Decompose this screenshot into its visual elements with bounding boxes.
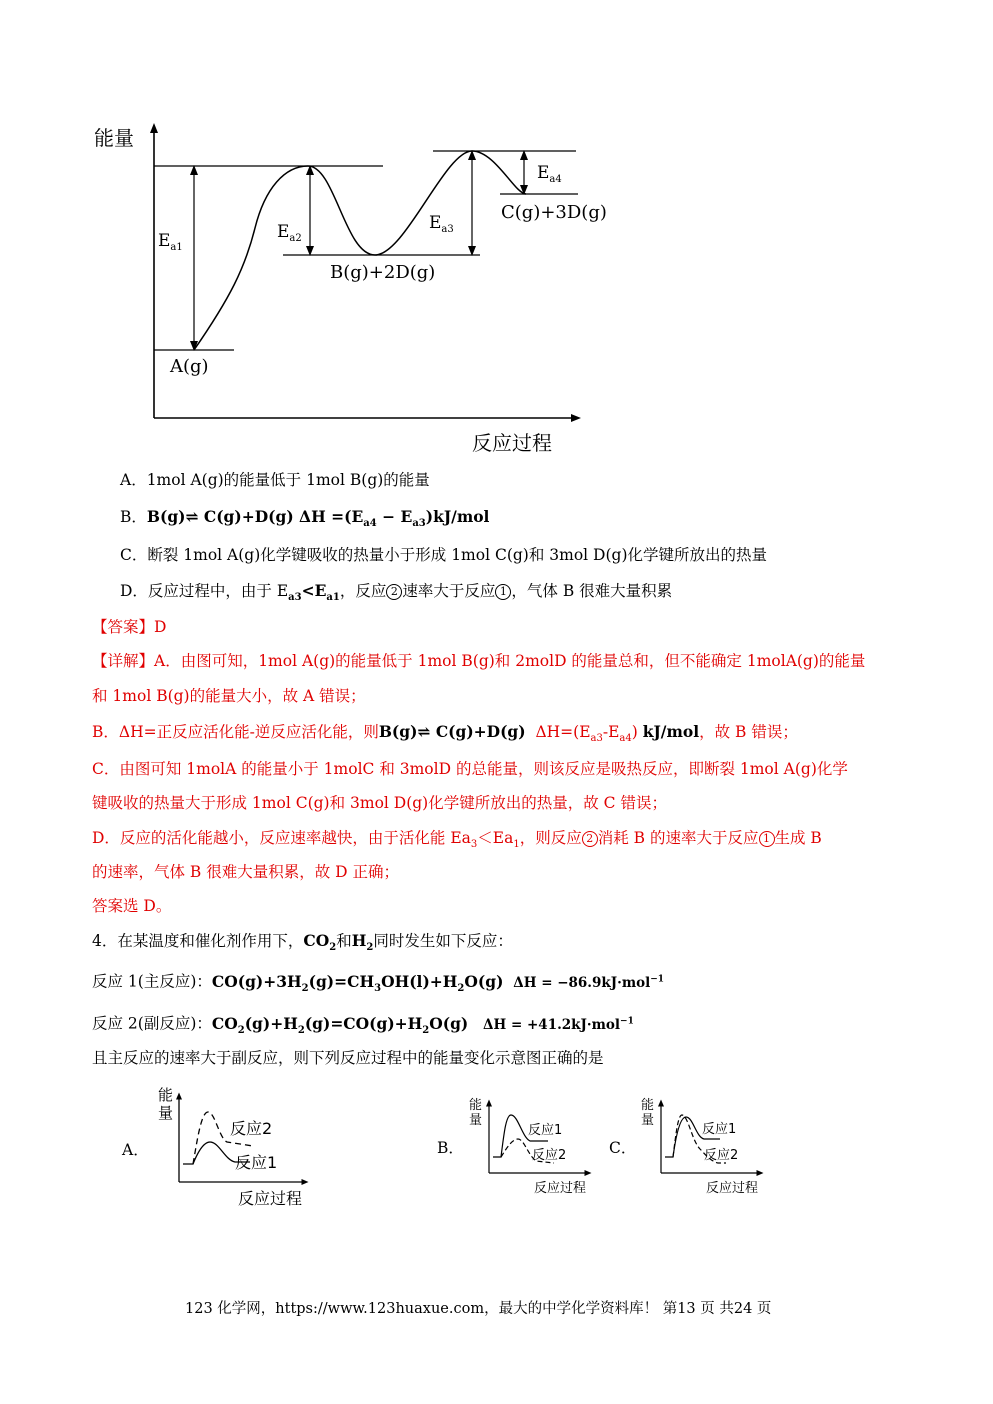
explanation-line-4: C．由图可知 1molA 的能量小于 1molC 和 3molD 的总能量，则该反应是吸热反应，即断裂 1mol A(g)化学: [92, 760, 848, 778]
svg-text:能: 能: [641, 1098, 655, 1113]
question-4-stem: 4．在某温度和催化剂作用下，$CO_2$和$H_2$同时发生如下反应：: [92, 931, 513, 954]
y-axis-label: 能量: [94, 126, 134, 150]
choice-a-letter: A．: [122, 1141, 149, 1159]
svg-text:反应2: 反应2: [230, 1119, 273, 1138]
svg-text:反应1: 反应1: [235, 1153, 278, 1172]
choice-b-letter: B．: [437, 1139, 464, 1157]
explanation-line-7: 的速率，气体 B 很难大量积累，故 D 正确；: [92, 863, 400, 881]
svg-text:反应2: 反应2: [532, 1148, 567, 1163]
svg-text:反应2: 反应2: [704, 1148, 739, 1163]
x-axis-label: 反应过程: [472, 431, 552, 455]
choice-a-diagram[interactable]: [155, 1082, 330, 1212]
option-a: A．1mol A(g)的能量低于 1mol B(g)的能量: [120, 471, 430, 489]
svg-text:反应1: 反应1: [528, 1123, 563, 1138]
explanation-line-8: 答案选 D。: [92, 897, 172, 915]
svg-text:能: 能: [469, 1098, 483, 1113]
svg-text:反应过程: 反应过程: [238, 1189, 303, 1208]
option-b: [120, 507, 489, 534]
option-b-prefix: B．: [120, 508, 147, 526]
choice-c-diagram[interactable]: [638, 1093, 778, 1199]
svg-text:量: 量: [469, 1113, 483, 1128]
ea2-label: $E_{a2}$: [277, 222, 302, 244]
species-c-label: C(g)+3D(g): [501, 202, 607, 223]
species-a-label: A(g): [170, 356, 209, 377]
svg-text:反应过程: 反应过程: [534, 1181, 587, 1196]
explanation-line-5: 键吸收的热量大于形成 1mol C(g)和 3mol D(g)化学键所放出的热量，故 C 错误；: [92, 794, 667, 812]
choice-c-letter: C．: [609, 1139, 637, 1157]
answer: 【答案】D: [92, 618, 167, 636]
choice-b-diagram[interactable]: [466, 1093, 606, 1199]
circled-1: 1: [759, 831, 775, 847]
svg-text:量: 量: [641, 1113, 655, 1128]
ea4-label: $E_{a4}$: [537, 163, 562, 185]
svg-text:能: 能: [158, 1086, 174, 1104]
ea3-label: $E_{a3}$: [429, 213, 454, 235]
option-b-formula: B(g)⇌ C(g)+D(g) $\Delta H =(E_{a4} - E_{a3})kJ/mol$: [146, 507, 490, 530]
circled-2: 2: [386, 584, 402, 600]
explanation-line-6: D．反应的活化能越小，反应速率越快，由于活化能 $Ea_3<Ea_1$，则反应 2 消耗 B 的速率大于反应 1 生成 B: [92, 829, 822, 851]
option-c: C．断裂 1mol A(g)化学键吸收的热量小于形成 1mol C(g)和 3mol D(g)化学键所放出的热量: [120, 546, 767, 564]
circled-1: 1: [495, 584, 511, 600]
question-4-prompt: 且主反应的速率大于副反应，则下列反应过程中的能量变化示意图正确的是: [92, 1049, 604, 1067]
circled-2: 2: [582, 831, 598, 847]
energy-diagram: [90, 118, 630, 463]
svg-text:量: 量: [158, 1104, 174, 1122]
reaction-2: 反应 2(副反应)：$CO_2(g)+H_2(g)=CO(g)+H_2O(g)$ ΔH = +41.2kJ·mol$^{-1}$: [92, 1013, 634, 1036]
explanation-line-2: 和 1mol B(g)的能量大小，故 A 错误；: [92, 687, 366, 705]
species-b-label: B(g)+2D(g): [330, 262, 436, 283]
reaction-1: 反应 1(主反应)：$CO(g)+3H_2(g)=CH_3OH(l)+H_2O(g) \Delta H = -86.9kJ\cdot mol^{-1}$: [92, 971, 665, 994]
svg-text:反应1: 反应1: [702, 1122, 737, 1137]
explanation-line-1: 【详解】A．由图可知，1mol A(g)的能量低于 1mol B(g)和 2molD 的能量总和，但不能确定 1molA(g)的能量: [92, 652, 866, 670]
reaction-curve: [194, 151, 526, 350]
ea1-label: $E_{a1}$: [158, 231, 183, 253]
page-footer: 123 化学网，https://www.123huaxue.com，最大的中学化学资料库！ 第13 页 共24 页: [185, 1301, 772, 1317]
svg-text:反应过程: 反应过程: [706, 1181, 759, 1196]
explanation-line-3: B．ΔH=正反应活化能-逆反应活化能，则B(g)⇌ C(g)+D(g) $\Delta H=(E_{a3}-E_{a4})$ kJ/mol，故 B 错误；: [92, 722, 798, 745]
option-d: D．反应过程中，由于 $E_{a3}<E_{a1}$，反应 2 速率大于反应 1 ，气体 B 很难大量积累: [120, 581, 673, 604]
